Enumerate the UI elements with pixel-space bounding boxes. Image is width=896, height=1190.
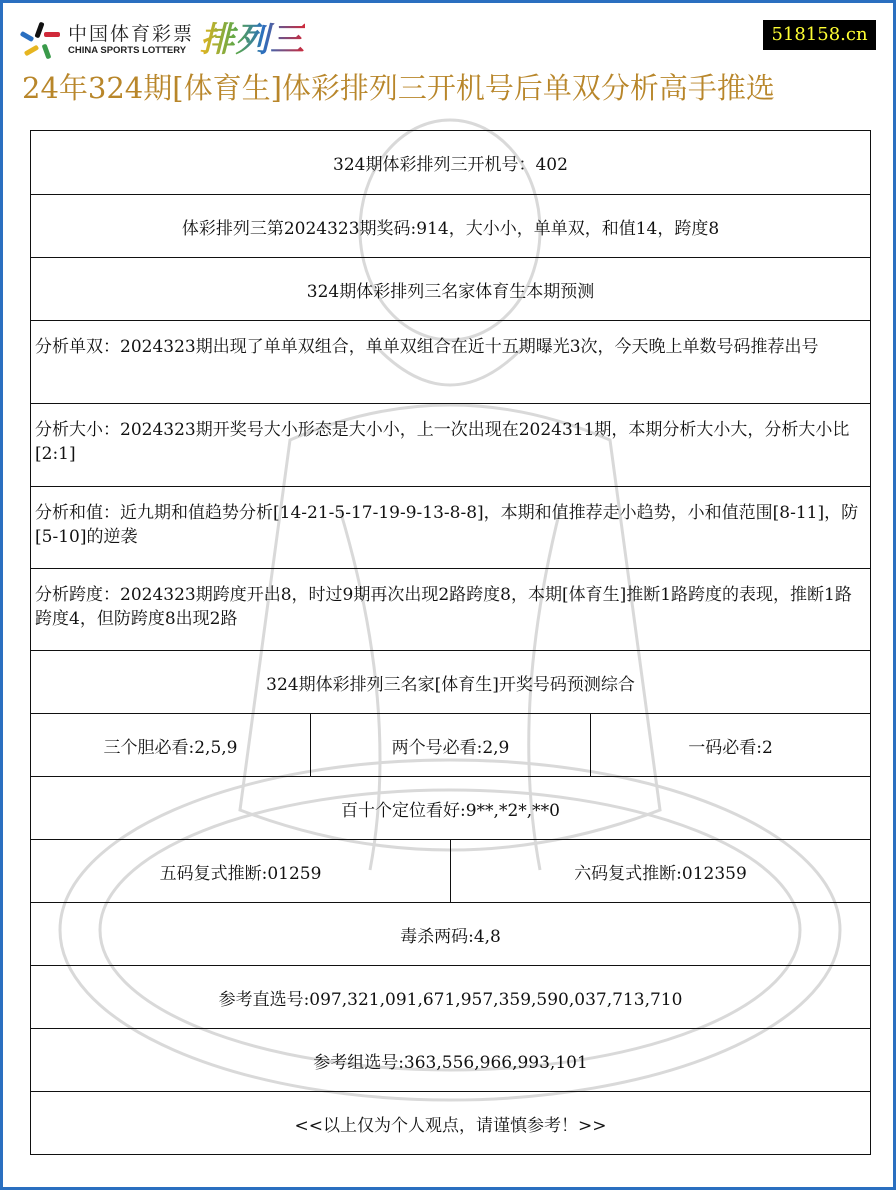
span-analysis-text: 分析跨度：2024323期跨度开出8，时过9期再次出现2路跨度8，本期[体育生]推断1路跨度的表现，推断1路跨度4，但防跨度8出现2路 (35, 585, 852, 629)
row-must-see-numbers (31, 713, 870, 776)
logo-chinese-text: 中国体育彩票 (68, 23, 195, 45)
row-machine-number (31, 131, 870, 194)
row-direct-picks (31, 965, 870, 1028)
row-group-picks (31, 1028, 870, 1091)
five-code-text: 五码复式推断:01259 (159, 863, 322, 884)
row-position (31, 776, 870, 839)
site-badge[interactable]: 518158.cn (763, 20, 876, 50)
logo-game-name: 排列三 (200, 20, 306, 60)
row-last-draw (31, 194, 870, 257)
china-sports-lottery-logo (20, 20, 305, 60)
disclaimer-text: <<以上仅为个人观点，请谨慎参考！>> (294, 1115, 607, 1136)
group-picks-text: 参考组选号:363,556,966,993,101 (313, 1052, 588, 1073)
direct-picks-text: 参考直选号:097,321,091,671,957,359,590,037,713,710 (218, 989, 683, 1010)
row-kill-two (31, 902, 870, 965)
three-gallbladder-text: 三个胆必看:2,5,9 (103, 737, 238, 758)
kill-two-text: 毒杀两码:4,8 (400, 926, 501, 947)
two-numbers-text: 两个号必看:2,9 (310, 714, 590, 776)
summary-heading: 324期体彩排列三名家[体育生]开奖号码预测综合 (266, 674, 635, 695)
row-odd-even-analysis (31, 320, 870, 403)
six-code-text: 六码复式推断:012359 (450, 840, 870, 902)
logo-english-text: CHINA SPORTS LOTTERY (68, 45, 187, 56)
one-code-text: 一码必看:2 (590, 714, 870, 776)
row-forecast-heading (31, 257, 870, 320)
row-sum-analysis (31, 486, 870, 568)
last-draw-text: 体彩排列三第2024323期奖码:914，大小小，单单双，和值14，跨度8 (181, 218, 720, 239)
prediction-table (30, 130, 871, 1155)
row-big-small-analysis (31, 403, 870, 486)
row-compound (31, 839, 870, 902)
row-disclaimer (31, 1091, 870, 1154)
row-span-analysis (31, 568, 870, 650)
page-title: 24年324期[体育生]体彩排列三开机号后单双分析高手推选 (22, 71, 775, 105)
row-summary-heading (31, 650, 870, 713)
odd-even-analysis-text: 分析单双：2024323期出现了单单双组合，单单双组合在近十五期曝光3次，今天晚上单数号码推荐出号 (35, 337, 819, 357)
position-text: 百十个定位看好:9**,*2*,**0 (341, 800, 560, 821)
big-small-analysis-text: 分析大小：2024323期开奖号大小形态是大小小，上一次出现在2024311期，本期分析大小大，分析大小比[2:1] (35, 420, 850, 464)
lottery-star-icon (20, 20, 62, 60)
machine-number-text: 324期体彩排列三开机号：402 (333, 155, 568, 175)
forecast-heading: 324期体彩排列三名家体育生本期预测 (306, 281, 595, 302)
sum-analysis-text: 分析和值：近九期和值趋势分析[14-21-5-17-19-9-13-8-8]，本期和值推荐走小趋势，小和值范围[8-11]，防[5-10]的逆袭 (35, 503, 859, 547)
